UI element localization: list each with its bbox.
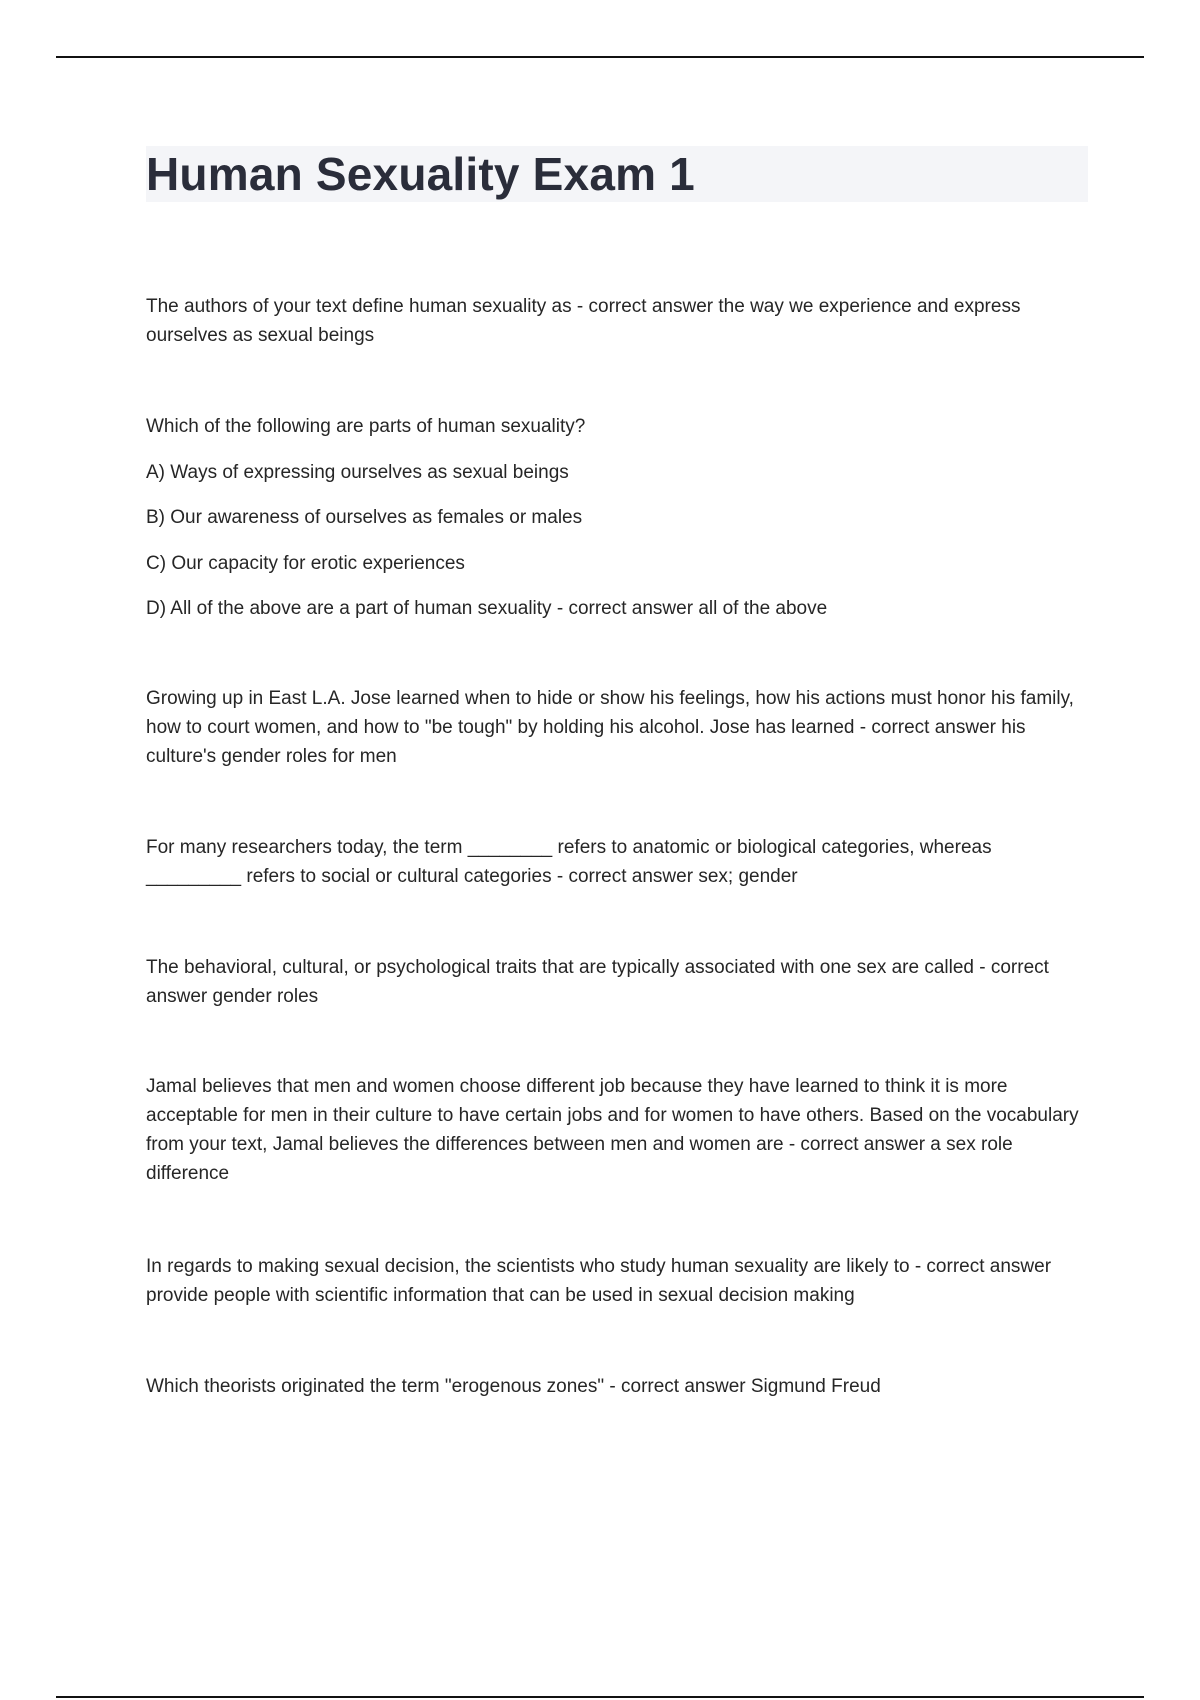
page-title: Human Sexuality Exam 1	[146, 148, 695, 200]
question-2	[146, 412, 1088, 441]
question-text: In regards to making sexual decision, the scientists who study human sexuality are likely to - correct answer provide people with scientific information that can be used in sexual decision making	[146, 1256, 1052, 1306]
question-1	[146, 292, 1088, 350]
question-text: The behavioral, cultural, or psychological traits that are typically associated with one sex are called - correct answer gender roles	[146, 957, 1049, 1007]
question-4	[146, 833, 1088, 891]
question-7	[146, 1252, 1088, 1310]
question-8	[146, 1372, 1088, 1401]
bottom-rule	[56, 1696, 1144, 1698]
question-5	[146, 953, 1088, 1011]
question-text: Growing up in East L.A. Jose learned when to hide or show his feelings, how his actions must honor his family, how to court women, and how to "be tough" by holding his alcohol. Jose has learned - correct answer his culture's gender roles for men	[146, 688, 1074, 767]
question-text: For many researchers today, the term ________ refers to anatomic or biological categories, whereas _________ refers to social or cultural categories - correct answer sex; gender	[146, 837, 992, 887]
question-text: Which of the following are parts of human sexuality?	[146, 416, 586, 437]
question-2-option-c: C) Our capacity for erotic experiences	[146, 553, 465, 574]
question-2-option-b: B) Our awareness of ourselves as females or males	[146, 507, 583, 528]
question-text: Which theorists originated the term "erogenous zones" - correct answer Sigmund Freud	[146, 1376, 881, 1397]
question-6	[146, 1072, 1088, 1188]
question-3	[146, 684, 1088, 771]
question-2-option-d: D) All of the above are a part of human sexuality - correct answer all of the above	[146, 598, 828, 619]
question-text: Jamal believes that men and women choose different job because they have learned to think it is more acceptable for men in their culture to have certain jobs and for women to have others. Based on the vocabulary from your text, Jamal believes the differences between men and women are - correct answer a sex role difference	[146, 1076, 1079, 1184]
question-text: The authors of your text define human sexuality as - correct answer the way we experience and express ourselves as sexual beings	[146, 296, 1021, 346]
top-rule	[56, 56, 1144, 58]
question-2-option-a: A) Ways of expressing ourselves as sexual beings	[146, 462, 569, 483]
